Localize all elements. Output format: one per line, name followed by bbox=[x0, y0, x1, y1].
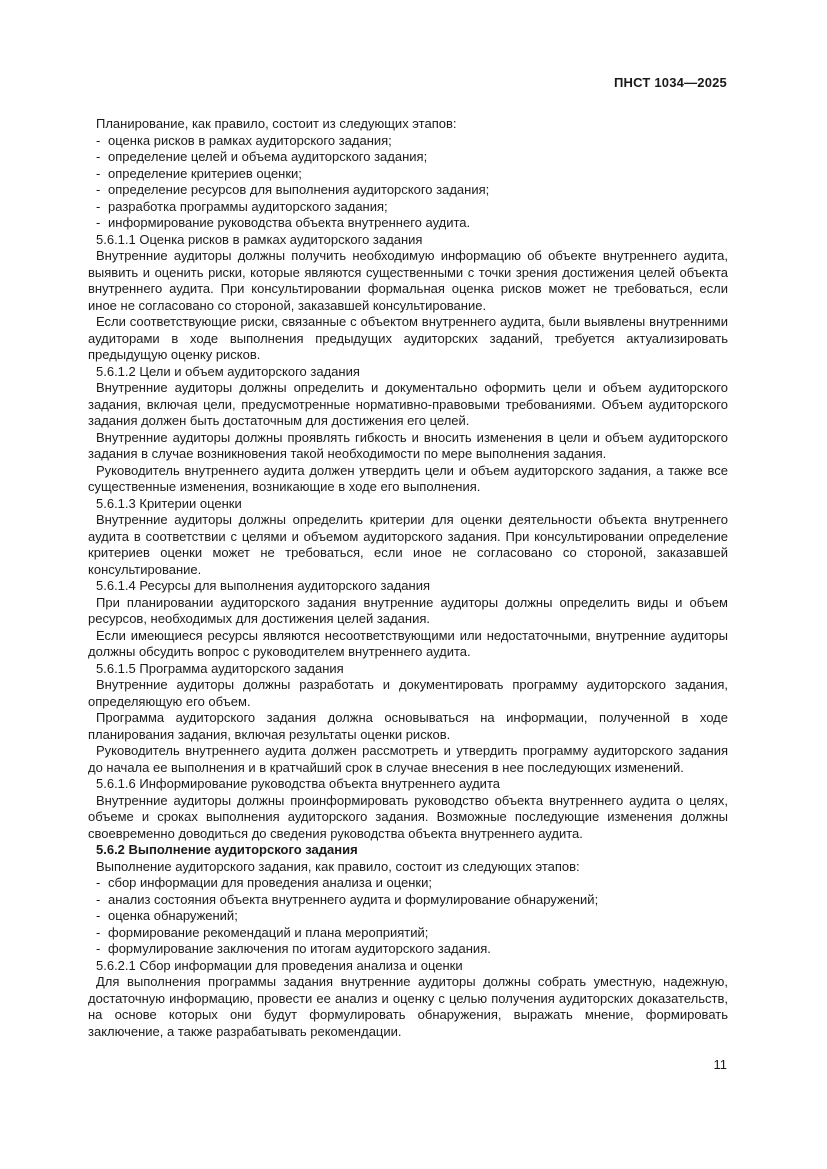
list-item-text: информирование руководства объекта внутреннего аудита. bbox=[108, 215, 471, 230]
list-item-text: формулирование заключения по итогам аудиторского задания. bbox=[108, 941, 491, 956]
list-dash: - bbox=[96, 198, 101, 214]
list-dash: - bbox=[96, 875, 101, 890]
list-item-text: разработка программы аудиторского задания; bbox=[108, 198, 388, 214]
list-dash: - bbox=[96, 132, 101, 148]
list-item-text: определение критериев оценки; bbox=[108, 165, 302, 181]
paragraph: Внутренние аудиторы должны разработать и документировать программу аудиторского задания, определяющую его объем. bbox=[88, 677, 728, 709]
paragraph: Если соответствующие риски, связанные с объектом внутреннего аудита, были выявлены внутренними аудиторами в ходе выполнения предыдущих аудиторских заданий, требуется актуализировать предыдущую оценку рисков. bbox=[88, 314, 728, 362]
list-item bbox=[88, 215, 728, 232]
section-heading: 5.6.1.5 Программа аудиторского задания bbox=[96, 660, 344, 676]
section-heading: 5.6.1.6 Информирование руководства объекта внутреннего аудита bbox=[96, 776, 500, 791]
document-body bbox=[88, 116, 728, 1040]
list-item bbox=[88, 925, 728, 942]
list-item bbox=[88, 166, 728, 183]
paragraph: Внутренние аудиторы должны определить и документально оформить цели и объем аудиторского задания, включая цели, предусмотренные нормативно-правовыми требованиями. Объем аудиторского задания должен быть достаточным для достижения его целей. bbox=[88, 380, 728, 428]
list-item-text: определение целей и объема аудиторского задания; bbox=[108, 149, 428, 164]
paragraph: Внутренние аудиторы должны определить критерии для оценки деятельности объекта внутреннего аудита в соответствии с целями и объемом аудиторского задания. При консультировании определение критериев оценки может не требоваться, если иное не согласовано со стороной, заказавшей консультирование. bbox=[88, 512, 728, 577]
list-item bbox=[88, 199, 728, 216]
section-heading: 5.6.2 Выполнение аудиторского задания bbox=[96, 842, 358, 857]
list-dash: - bbox=[96, 182, 101, 197]
paragraph: Выполнение аудиторского задания, как правило, состоит из следующих этапов: bbox=[96, 858, 580, 874]
paragraph: Внутренние аудиторы должны получить необходимую информацию об объекте внутреннего аудита, выявить и оценить риски, которые являются существенными с точки зрения достижения целей объекта внутреннего аудита. При консультировании формальная оценка рисков может не требоваться, если иное не согласовано со стороной, заказавшей консультирование. bbox=[88, 248, 728, 313]
list-item bbox=[88, 875, 728, 892]
section-heading: 5.6.1.1 Оценка рисков в рамках аудиторского задания bbox=[96, 231, 423, 247]
paragraph: При планировании аудиторского задания внутренние аудиторы должны определить виды и объем ресурсов, необходимых для достижения целей задания. bbox=[88, 594, 728, 626]
paragraph: Руководитель внутреннего аудита должен утвердить цели и объем аудиторского задания, а также все существенные изменения, возникающие в ходе его выполнения. bbox=[88, 462, 728, 494]
section-heading: 5.6.2.1 Сбор информации для проведения анализа и оценки bbox=[96, 957, 463, 973]
list-item bbox=[88, 182, 728, 199]
paragraph: Программа аудиторского задания должна основываться на информации, полученной в ходе планирования задания, включая результаты оценки рисков. bbox=[88, 710, 728, 742]
page-number: 11 bbox=[713, 1057, 727, 1072]
list-item bbox=[88, 941, 728, 958]
document-id: ПНСТ 1034—2025 bbox=[614, 75, 727, 90]
list-item-text: оценка рисков в рамках аудиторского задания; bbox=[108, 132, 392, 148]
paragraph: Внутренние аудиторы должны проявлять гибкость и вносить изменения в цели и объем аудиторского задания в случае возникновения такой необходимости по мере выполнения задания. bbox=[88, 429, 728, 461]
list-dash: - bbox=[96, 165, 101, 181]
list-item-text: формирование рекомендаций и плана мероприятий; bbox=[108, 924, 429, 940]
list-item bbox=[88, 149, 728, 166]
section-heading: 5.6.1.3 Критерии оценки bbox=[96, 495, 242, 511]
paragraph: Планирование, как правило, состоит из следующих этапов: bbox=[96, 116, 457, 131]
paragraph: Если имеющиеся ресурсы являются несоответствующими или недостаточными, внутренние аудиторы должны обсудить вопрос с руководителем внутреннего аудита. bbox=[88, 627, 728, 659]
list-item-text: сбор информации для проведения анализа и оценки; bbox=[108, 875, 432, 890]
list-item-text: определение ресурсов для выполнения аудиторского задания; bbox=[108, 182, 490, 197]
list-dash: - bbox=[96, 941, 101, 956]
list-item-text: анализ состояния объекта внутреннего аудита и формулирование обнаружений; bbox=[108, 891, 599, 907]
list-dash: - bbox=[96, 891, 101, 907]
list-dash: - bbox=[96, 908, 101, 923]
section-heading: 5.6.1.4 Ресурсы для выполнения аудиторского задания bbox=[96, 578, 430, 593]
paragraph: Внутренние аудиторы должны проинформировать руководство объекта внутреннего аудита о целях, объеме и сроках выполнения аудиторского задания. Возможные последующие изменения должны своевременно доводиться до сведения руководства объекта внутреннего аудита. bbox=[88, 792, 728, 841]
section-heading: 5.6.1.2 Цели и объем аудиторского задания bbox=[96, 363, 360, 379]
list-dash: - bbox=[96, 215, 101, 230]
list-dash: - bbox=[96, 149, 101, 164]
paragraph: Руководитель внутреннего аудита должен рассмотреть и утвердить программу аудиторского задания до начала ее выполнения и в кратчайший срок в случае внесения в нее последующих изменений. bbox=[88, 743, 728, 775]
list-dash: - bbox=[96, 924, 101, 940]
paragraph: Для выполнения программы задания внутренние аудиторы должны собрать уместную, надежную, достаточную информацию, провести ее анализ и оценку с целью получения аудиторских доказательств, на основе которых они будут формулировать обнаружения, выражать мнение, формировать заключение, а также разрабатывать рекомендации. bbox=[88, 974, 728, 1039]
list-item bbox=[88, 892, 728, 909]
list-item bbox=[88, 908, 728, 925]
list-item bbox=[88, 133, 728, 150]
list-item-text: оценка обнаружений; bbox=[108, 908, 238, 923]
